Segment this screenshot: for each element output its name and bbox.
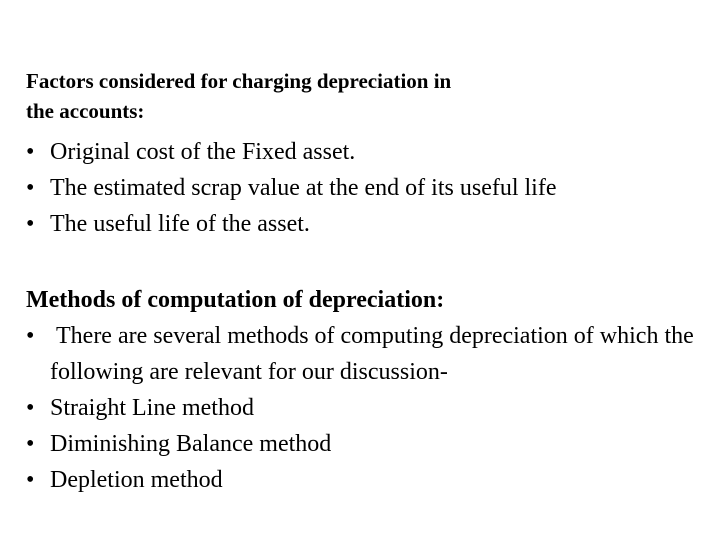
bullet-icon: • [26,323,35,349]
factors-heading-line-1: Factors considered for charging depreciation in [26,69,452,93]
methods-list [26,318,706,498]
factors-list [26,134,706,242]
bullet-icon: • [26,395,35,421]
list-item [26,318,706,390]
list-item [26,170,706,206]
bullet-icon: • [26,139,35,165]
list-item [26,134,706,170]
list-item-text: The estimated scrap value at the end of its useful life [50,175,557,201]
bullet-icon: • [26,467,35,493]
bullet-icon: • [26,175,35,201]
list-item-text: Diminishing Balance method [50,431,332,457]
list-item-text: Depletion method [50,467,223,493]
list-item [26,426,706,462]
list-item [26,390,706,426]
list-item-text: The useful life of the asset. [50,211,310,237]
bullet-icon: • [26,431,35,457]
list-item-text: Straight Line method [50,395,254,421]
bullet-icon: • [26,211,35,237]
list-item-text: There are several methods of computing depreciation of which the following are relevant for our discussion- [50,323,700,385]
factors-heading-line-2: the accounts: [26,99,145,123]
factors-heading [26,66,686,126]
methods-heading: Methods of computation of depreciation: [26,287,445,313]
list-item [26,462,706,498]
list-item [26,206,706,242]
list-item-text: Original cost of the Fixed asset. [50,139,356,165]
